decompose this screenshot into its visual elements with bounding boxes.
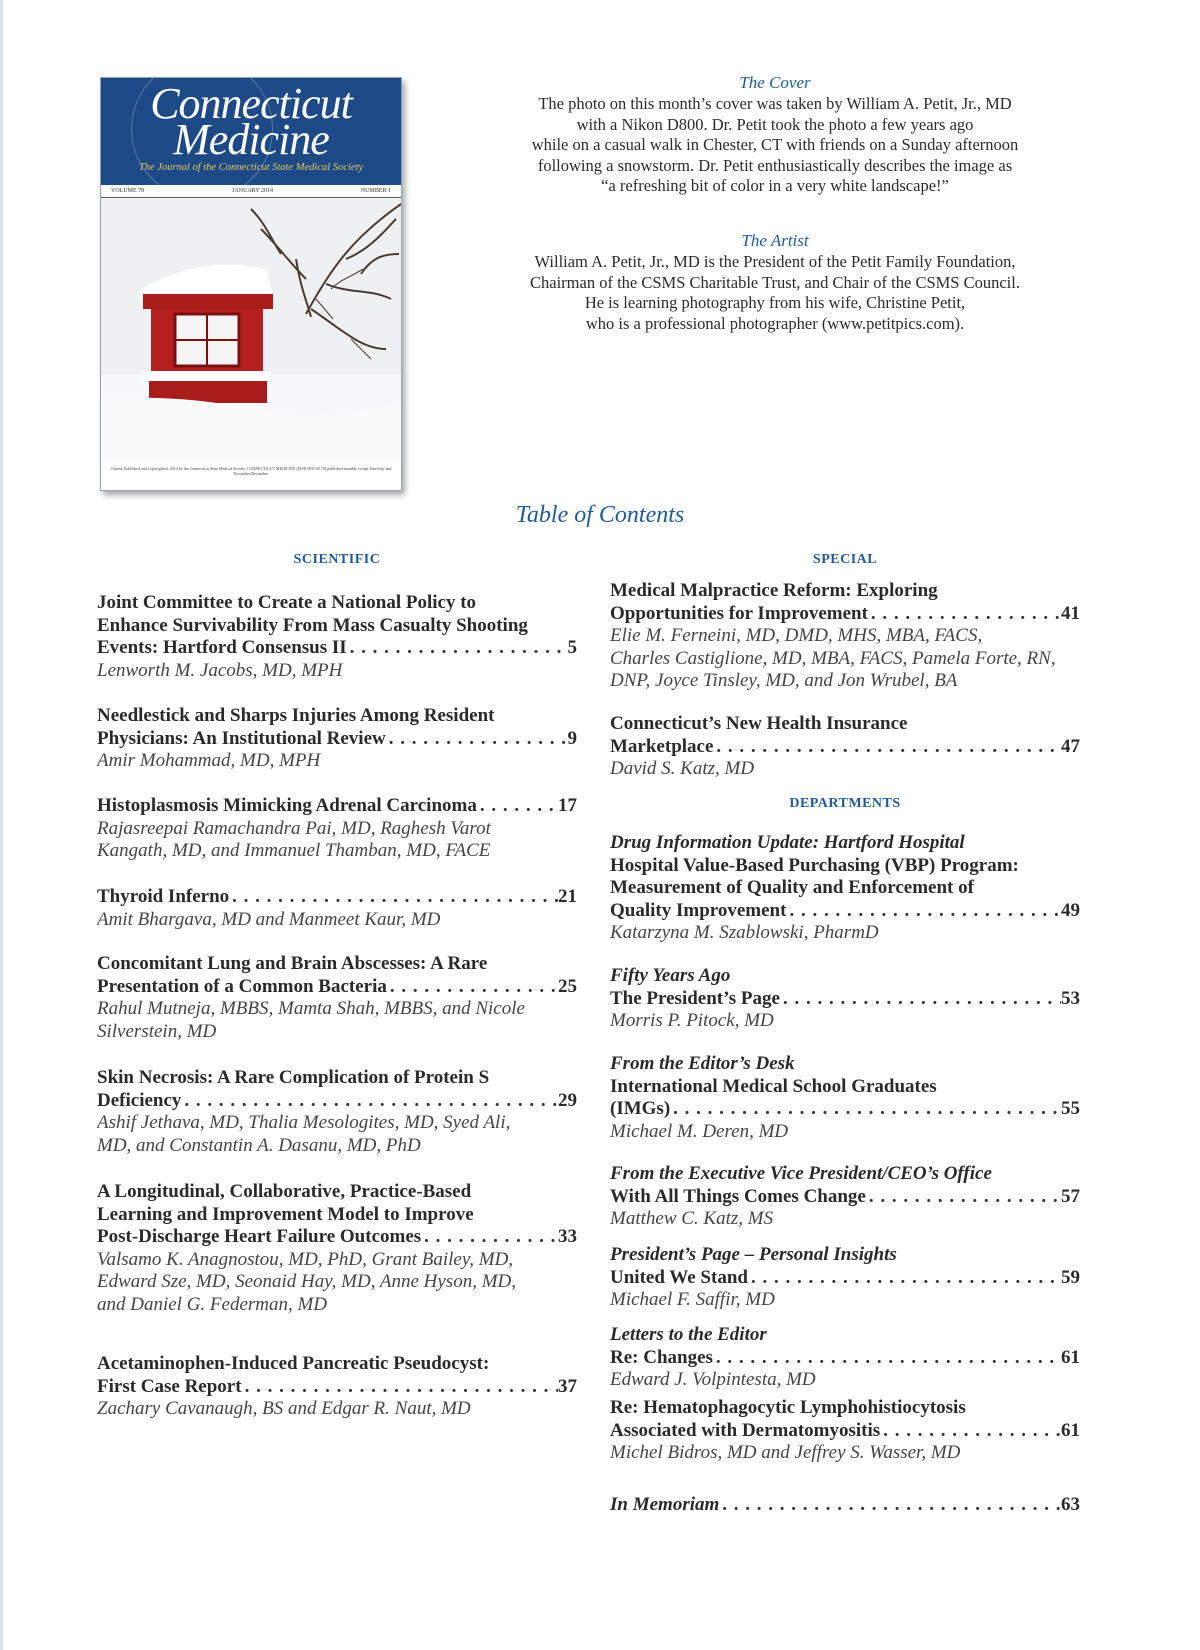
leader-dots xyxy=(786,900,1061,923)
toc-entry[interactable] xyxy=(97,886,577,931)
entry-authors: MD, and Constantin A. Dasanu, MD, PhD xyxy=(97,1134,421,1156)
entry-title-line: Acetaminophen-Induced Pancreatic Pseudocyst: xyxy=(97,1353,490,1374)
entry-title-final-line xyxy=(610,900,1080,923)
section-heading-scientific: SCIENTIFIC xyxy=(293,552,381,567)
entry-authors: and Daniel G. Federman, MD xyxy=(97,1293,328,1315)
entry-title: In Memoriam xyxy=(610,1494,720,1515)
entry-authors: Michael F. Saffir, MD xyxy=(610,1289,775,1310)
entry-title: The President’s Page xyxy=(610,987,780,1009)
entry-title-final-line xyxy=(610,1186,1080,1209)
entry-title: Events: Hartford Consensus II xyxy=(97,637,347,658)
section-heading-departments: DEPARTMENTS xyxy=(789,796,901,811)
toc-entry[interactable] xyxy=(97,1067,577,1157)
entry-kicker: President’s Page – Personal Insights xyxy=(610,1244,897,1265)
toc-entry[interactable] xyxy=(610,832,1080,945)
entry-page-number: 61 xyxy=(1061,1419,1080,1441)
cover-info-line: following a snowstorm. Dr. Petit enthusiastically describes the image as xyxy=(537,155,1013,175)
entry-title-final-line xyxy=(97,1226,577,1249)
entry-authors: Katarzyna M. Szablowski, PharmD xyxy=(610,922,879,943)
leader-dots xyxy=(748,1267,1061,1290)
entry-kicker: Drug Information Update: Hartford Hospital xyxy=(610,832,965,853)
entry-title-line: Re: Hematophagocytic Lymphohistiocytosis xyxy=(610,1397,966,1418)
leader-dots xyxy=(181,1090,558,1113)
entry-title: Physicians: An Institutional Review xyxy=(97,727,386,749)
entry-title-final-line xyxy=(97,886,577,909)
entry-page-number: 29 xyxy=(558,1089,577,1111)
toc-entry[interactable] xyxy=(610,580,1080,693)
entry-title-final-line xyxy=(610,1420,1080,1443)
entry-title-line: Hospital Value-Based Purchasing (VBP) Program: xyxy=(610,854,1019,876)
cover-image xyxy=(100,77,402,491)
entry-title-line: Medical Malpractice Reform: Exploring xyxy=(610,580,938,601)
toc-title: Table of Contents xyxy=(515,502,685,528)
entry-title-final-line xyxy=(97,728,577,751)
entry-authors: Rahul Mutneja, MBBS, Mamta Shah, MBBS, and Nicole xyxy=(97,998,525,1019)
artist-info-line: who is a professional photographer (www.petitpics.com). xyxy=(585,313,965,333)
entry-authors: Michel Bidros, MD and Jeffrey S. Wasser, MD xyxy=(610,1442,961,1463)
entry-title-final-line xyxy=(610,1267,1080,1290)
leader-dots xyxy=(477,795,558,818)
artist-info-line: He is learning photography from his wife, Christine Petit, xyxy=(584,293,966,312)
entry-title-line: International Medical School Graduates xyxy=(610,1075,937,1097)
entry-title: Histoplasmosis Mimicking Adrenal Carcinoma xyxy=(97,795,477,816)
leader-dots xyxy=(386,728,568,751)
entry-title-final-line xyxy=(97,976,577,999)
entry-title-final-line xyxy=(610,988,1080,1011)
artist-info-line: William A. Petit, Jr., MD is the President of the Petit Family Foundation, xyxy=(534,252,1016,271)
toc-entry[interactable] xyxy=(610,713,1080,781)
entry-page-number: 33 xyxy=(558,1226,577,1247)
toc-entry[interactable] xyxy=(610,965,1080,1033)
leader-dots xyxy=(421,1226,558,1249)
entry-authors: Valsamo K. Anagnostou, MD, PhD, Grant Bailey, MD, xyxy=(97,1248,514,1270)
cover-issue-strip xyxy=(101,185,401,198)
entry-authors: Edward Sze, MD, Seonaid Hay, MD, Anne Hyson, MD, xyxy=(97,1271,517,1292)
leader-dots xyxy=(242,1376,558,1399)
entry-authors: Edward J. Volpintesta, MD xyxy=(610,1369,816,1390)
entry-title-final-line xyxy=(97,637,577,660)
entry-title-line: Connecticut’s New Health Insurance xyxy=(610,713,908,734)
entry-title-final-line xyxy=(97,1376,577,1399)
entry-authors: Zachary Cavanaugh, BS and Edgar R. Naut, MD xyxy=(97,1398,471,1419)
entry-title-final-line xyxy=(97,1090,577,1113)
cover-info xyxy=(465,72,1085,197)
entry-authors: Lenworth M. Jacobs, MD, MPH xyxy=(97,659,343,681)
entry-page-number: 17 xyxy=(558,795,577,816)
cover-info-line: “a refreshing bit of color in a very white landscape!” xyxy=(601,176,949,195)
entry-title: Marketplace xyxy=(610,735,714,757)
entry-page-number: 49 xyxy=(1061,899,1080,921)
entry-title-line: Learning and Improvement Model to Improve xyxy=(97,1203,474,1225)
entry-title: With All Things Comes Change xyxy=(610,1185,866,1207)
toc-entry[interactable] xyxy=(97,953,577,1043)
cover-footer-text: Owned, Published and Copyrighted, 2014 by the Connecticut State Medical Society. CONNECTICUT MEDICINE (ISSN 0010-6178) published monthly except June/July and November/December. xyxy=(101,463,401,490)
toc-entry[interactable] xyxy=(610,1397,1080,1465)
toc-entry[interactable] xyxy=(97,795,577,863)
entry-title-final-line xyxy=(610,736,1080,759)
cover-masthead xyxy=(101,78,401,185)
entry-title-line: Measurement of Quality and Enforcement of xyxy=(610,877,974,898)
entry-title-line: Enhance Survivability From Mass Casualty Shooting xyxy=(97,614,528,636)
leader-dots xyxy=(713,736,1061,759)
cover-info-line: while on a casual walk in Chester, CT with friends on a Sunday afternoon xyxy=(531,135,1019,154)
leader-dots xyxy=(866,1186,1061,1209)
entry-page-number: 59 xyxy=(1061,1266,1080,1288)
leader-dots xyxy=(713,1347,1061,1370)
entry-title-line: Needlestick and Sharps Injuries Among Resident xyxy=(97,705,495,726)
cover-info-line: with a Nikon D800. Dr. Petit took the photo a few years ago xyxy=(576,114,974,134)
entry-page-number: 55 xyxy=(1061,1098,1080,1119)
entry-title-final-line xyxy=(610,1098,1080,1121)
toc-entry[interactable] xyxy=(97,592,577,682)
entry-title-final-line xyxy=(610,1347,1080,1370)
cover-subtitle: The Journal of the Connecticut State Medical Society xyxy=(138,162,364,173)
toc-entry[interactable] xyxy=(610,1324,1080,1392)
entry-authors: Morris P. Pitock, MD xyxy=(610,1010,774,1031)
entry-authors: Silverstein, MD xyxy=(97,1020,217,1042)
entry-title: First Case Report xyxy=(97,1375,242,1397)
entry-title: (IMGs) xyxy=(610,1098,671,1119)
section-heading-special: SPECIAL xyxy=(812,552,878,567)
leader-dots xyxy=(670,1098,1061,1121)
entry-page-number: 5 xyxy=(567,637,577,658)
entry-title: Opportunities for Improvement xyxy=(610,602,868,624)
entry-authors: Elie M. Ferneini, MD, DMD, MHS, MBA, FACS, xyxy=(610,625,983,646)
leader-dots xyxy=(387,976,558,999)
cover-title-line1: Connecticut xyxy=(150,79,352,128)
entry-title-line: Concomitant Lung and Brain Abscesses: A Rare xyxy=(97,953,488,974)
cover-date: JANUARY 2014 xyxy=(232,188,273,194)
entry-page-number: 47 xyxy=(1061,735,1080,757)
artist-info xyxy=(465,230,1085,334)
artist-info-line: Chairman of the CSMS Charitable Trust, and Chair of the CSMS Council. xyxy=(530,272,1020,292)
artist-info-heading: The Artist xyxy=(741,231,809,250)
cover-info-line: The photo on this month’s cover was taken by William A. Petit, Jr., MD xyxy=(538,94,1012,113)
entry-kicker: Fifty Years Ago xyxy=(610,965,731,986)
entry-title-final-line xyxy=(97,795,577,818)
toc-entry[interactable] xyxy=(610,1163,1080,1231)
entry-kicker: Letters to the Editor xyxy=(610,1324,767,1345)
toc-entry[interactable] xyxy=(610,1494,1080,1517)
page-edge xyxy=(0,0,3,1650)
entry-page-number: 25 xyxy=(558,975,577,997)
entry-page-number: 9 xyxy=(567,727,577,749)
entry-authors: David S. Katz, MD xyxy=(610,758,755,779)
toc-entry[interactable] xyxy=(97,1353,577,1421)
leader-dots xyxy=(229,886,558,909)
entry-page-number: 53 xyxy=(1061,987,1080,1009)
entry-page-number: 63 xyxy=(1061,1494,1080,1515)
leader-dots xyxy=(880,1420,1061,1443)
entry-kicker: From the Editor’s Desk xyxy=(610,1053,795,1074)
entry-kicker: From the Executive Vice President/CEO’s Office xyxy=(610,1163,992,1184)
entry-title: Re: Changes xyxy=(610,1346,713,1368)
entry-title: Associated with Dermatomyositis xyxy=(610,1419,881,1441)
entry-authors: Charles Castiglione, MD, MBA, FACS, Pamela Forte, RN, xyxy=(610,647,1056,669)
cover-volume: VOLUME 78 xyxy=(111,188,145,194)
entry-title: Presentation of a Common Bacteria xyxy=(97,975,387,997)
entry-title: Quality Improvement xyxy=(610,899,787,921)
toc-entry[interactable] xyxy=(610,1244,1080,1312)
entry-title: Deficiency xyxy=(97,1089,182,1111)
entry-authors: Amir Mohammad, MD, MPH xyxy=(97,750,321,771)
leader-dots xyxy=(780,988,1061,1011)
toc-entry[interactable] xyxy=(97,1181,577,1316)
entry-title-final-line xyxy=(610,1494,1080,1517)
leader-dots xyxy=(868,603,1061,626)
toc-entry[interactable] xyxy=(610,1053,1080,1143)
cover-photo-red-shed-in-snow xyxy=(101,199,401,462)
cover-number: NUMBER 1 xyxy=(360,188,391,194)
entry-page-number: 37 xyxy=(558,1375,577,1397)
entry-title: Thyroid Inferno xyxy=(97,886,230,907)
cover-title-line2: Medicine xyxy=(173,115,329,164)
toc-entry[interactable] xyxy=(97,705,577,773)
entry-title-line: Skin Necrosis: A Rare Complication of Protein S xyxy=(97,1067,490,1088)
entry-page-number: 41 xyxy=(1061,602,1080,624)
entry-authors: Kangath, MD, and Immanuel Thamban, MD, FACE xyxy=(97,840,491,861)
entry-authors: Ashif Jethava, MD, Thalia Mesologites, MD, Syed Ali, xyxy=(97,1112,511,1133)
entry-page-number: 57 xyxy=(1061,1185,1080,1207)
entry-authors: Matthew C. Katz, MS xyxy=(610,1208,774,1229)
entry-page-number: 61 xyxy=(1061,1346,1080,1368)
entry-title-line: Joint Committee to Create a National Policy to xyxy=(97,592,477,613)
leader-dots xyxy=(347,637,568,660)
entry-title: Post-Discharge Heart Failure Outcomes xyxy=(97,1226,422,1247)
entry-title-line: A Longitudinal, Collaborative, Practice-Based xyxy=(97,1181,472,1202)
entry-page-number: 21 xyxy=(558,886,577,907)
leader-dots xyxy=(719,1494,1061,1517)
entry-authors: Michael M. Deren, MD xyxy=(610,1120,789,1142)
entry-authors: Rajasreepai Ramachandra Pai, MD, Raghesh Varot xyxy=(97,817,491,839)
entry-authors: DNP, Joyce Tinsley, MD, and Jon Wrubel, BA xyxy=(610,670,958,691)
entry-authors: Amit Bhargava, MD and Manmeet Kaur, MD xyxy=(97,908,441,930)
entry-title-final-line xyxy=(610,603,1080,626)
entry-title: United We Stand xyxy=(610,1266,748,1288)
cover-info-heading: The Cover xyxy=(739,73,811,92)
